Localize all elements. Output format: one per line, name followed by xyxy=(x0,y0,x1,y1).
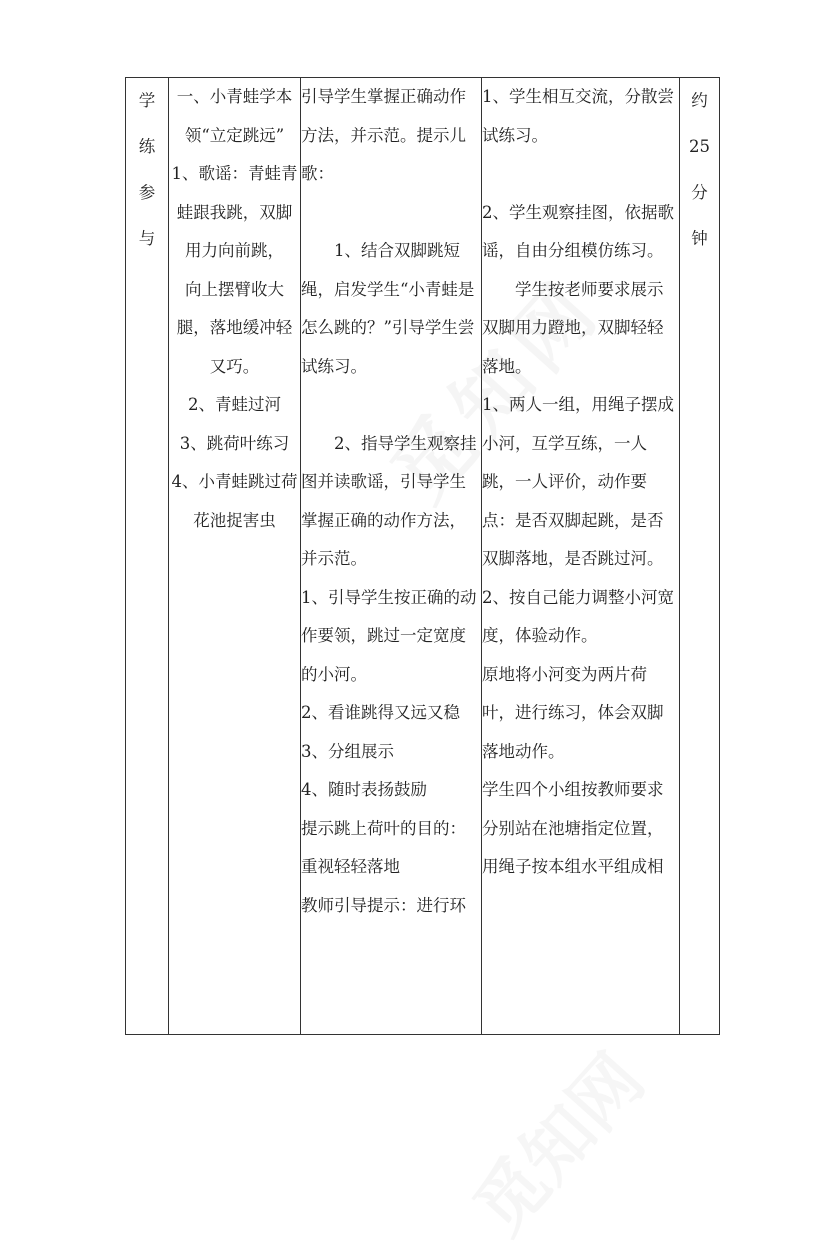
content-item: 4、小青蛙跳过荷花池捉害虫 xyxy=(171,472,298,530)
student-activity-item: 学生四个小组按教师要求分别站在池塘指定位置，用绳子按本组水平组成相 xyxy=(482,780,664,876)
content-item: 2、青蛙过河 xyxy=(188,395,281,414)
content-item: 3、跳荷叶练习 xyxy=(179,433,290,453)
teacher-activity-item: 1、引导学生按正确的动作要领，跳过一定宽度的小河。 xyxy=(301,587,477,684)
watermark xyxy=(447,1029,663,1252)
teacher-activity-item: 4、随时表扬鼓励 xyxy=(301,780,427,799)
content-item: 1、歌谣：青蛙青蛙跟我跳，双脚用力向前跳， xyxy=(171,164,298,260)
section-label-cell xyxy=(126,78,169,1035)
student-activity-item: 2、按自己能力调整小河宽度，体验动作。 xyxy=(482,587,674,645)
time-cell xyxy=(680,78,720,1035)
section-label-char: 参 xyxy=(138,183,156,202)
lesson-plan-table xyxy=(125,77,720,1035)
teacher-activity-item: 提示跳上荷叶的目的：重视轻轻落地 xyxy=(301,818,466,876)
teacher-activity-cell xyxy=(301,78,482,1035)
teacher-activity-item: 3、分组展示 xyxy=(301,741,394,761)
teacher-activity-item: 1、结合双脚跳短绳，启发学生“小青蛙是怎么跳的？”引导学生尝试练习。 xyxy=(301,241,475,376)
content-item: 向上摆臂收大腿，落地缓冲轻 xyxy=(176,279,293,337)
content-item: 又巧。 xyxy=(209,356,260,376)
time-char: 约 xyxy=(691,91,708,110)
student-activity-item: 2、学生观察挂图，依据歌谣，自由分组模仿练习。 xyxy=(482,202,674,260)
time-char: 分 xyxy=(691,183,708,202)
teacher-activity-item: 教师引导提示：进行环 xyxy=(301,895,466,915)
section-label-char: 学 xyxy=(138,91,156,110)
teacher-activity-item: 2、指导学生观察挂图并读歌谣，引导学生掌握正确的动作方法，并示范。 xyxy=(301,433,477,568)
time-char: 钟 xyxy=(691,229,708,248)
section-label-char: 与 xyxy=(138,229,156,248)
table-row xyxy=(126,78,720,1035)
section-label-char: 练 xyxy=(138,137,156,156)
content-cell xyxy=(169,78,301,1035)
teacher-activity-item: 引导学生掌握正确动作方法，并示范。提示儿歌： xyxy=(301,87,466,183)
time-value: 25 xyxy=(689,137,710,156)
student-activity-cell xyxy=(482,78,680,1035)
student-activity-item: 原地将小河变为两片荷叶，进行练习，体会双脚落地动作。 xyxy=(482,664,664,761)
content-item: 一、小青蛙学本领“立定跳远” xyxy=(176,87,293,145)
student-activity-item: 1、两人一组，用绳子摆成小河，互学互练，一人跳，一人评价，动作要点：是否双脚起跳，是否双脚落地，是否跳过河。 xyxy=(482,395,674,568)
student-activity-item: 1、学生相互交流，分散尝试练习。 xyxy=(482,87,674,145)
student-activity-item: 学生按老师要求展示双脚用力蹬地，双脚轻轻落地。 xyxy=(482,279,664,376)
teacher-activity-item: 2、看谁跳得又远又稳 xyxy=(301,703,460,722)
